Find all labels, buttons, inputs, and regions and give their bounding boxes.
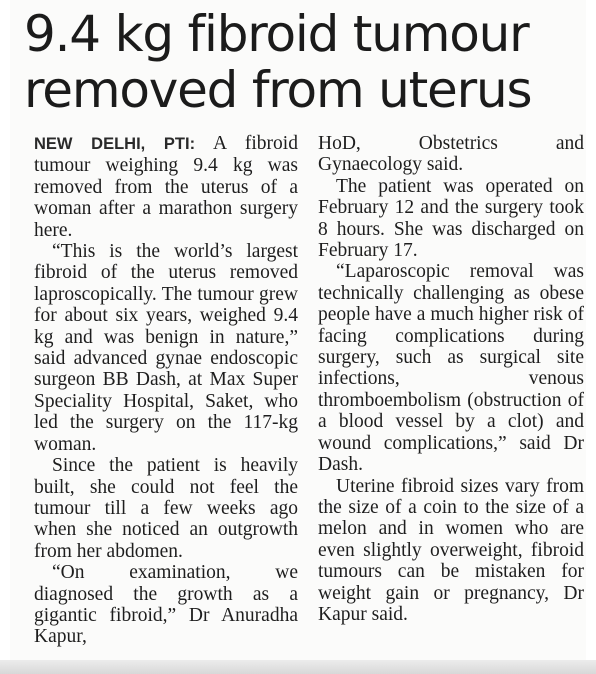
paragraph: HoD, Obstetrics and Gynaecology said. xyxy=(318,133,584,176)
paragraph: The patient was operated on February 12 and the surgery took 8 hours. She was discharged on February 17. xyxy=(318,175,584,262)
paragraph: Uterine fibroid sizes vary from the size of a coin to the size of a melon and in women who are even slightly overweight, fibroid tumours can be mistaken for weight gain or pregnancy, Dr Kapur said. xyxy=(318,475,584,625)
paragraph: “Laparoscopic removal was technically challenging as obese people have a much higher risk of facing complications during surgery, such as surgical site infections, venous thromboembolism (obstruction of a blood vessel by a clot) and wound complications,” said Dr Dash. xyxy=(318,261,584,476)
paragraph xyxy=(34,133,298,241)
page-edge-shadow xyxy=(0,660,596,674)
paragraph: “On examination, we diagnosed the growth as a gigantic fibroid,” Dr Anuradha Kapur, xyxy=(34,562,298,648)
left-column xyxy=(34,133,298,648)
paragraph-text: A fibroid tumour weighing 9.4 kg was removed from the uterus of a woman after a marathon surgery here. xyxy=(34,133,298,241)
paragraph: “This is the world’s largest fibroid of the uterus removed laproscopically. The tumour grew for about six years, weighed 9.4 kg and was benign in nature,” said advanced gynae endoscopic surgeon BB Dash, at Max Super Speciality Hospital, Saket, who led the surgery on the 117-kg woman. xyxy=(34,241,298,455)
headline: 9.4 kg fibroid tumour removed from uterus xyxy=(24,5,532,119)
paragraph: Since the patient is heavily built, she could not feel the tumour till a few weeks ago when she noticed an outgrowth from her abdomen. xyxy=(34,455,298,562)
right-column xyxy=(318,133,584,625)
newspaper-clipping xyxy=(10,0,586,668)
dateline: NEW DELHI, PTI: xyxy=(34,135,196,153)
